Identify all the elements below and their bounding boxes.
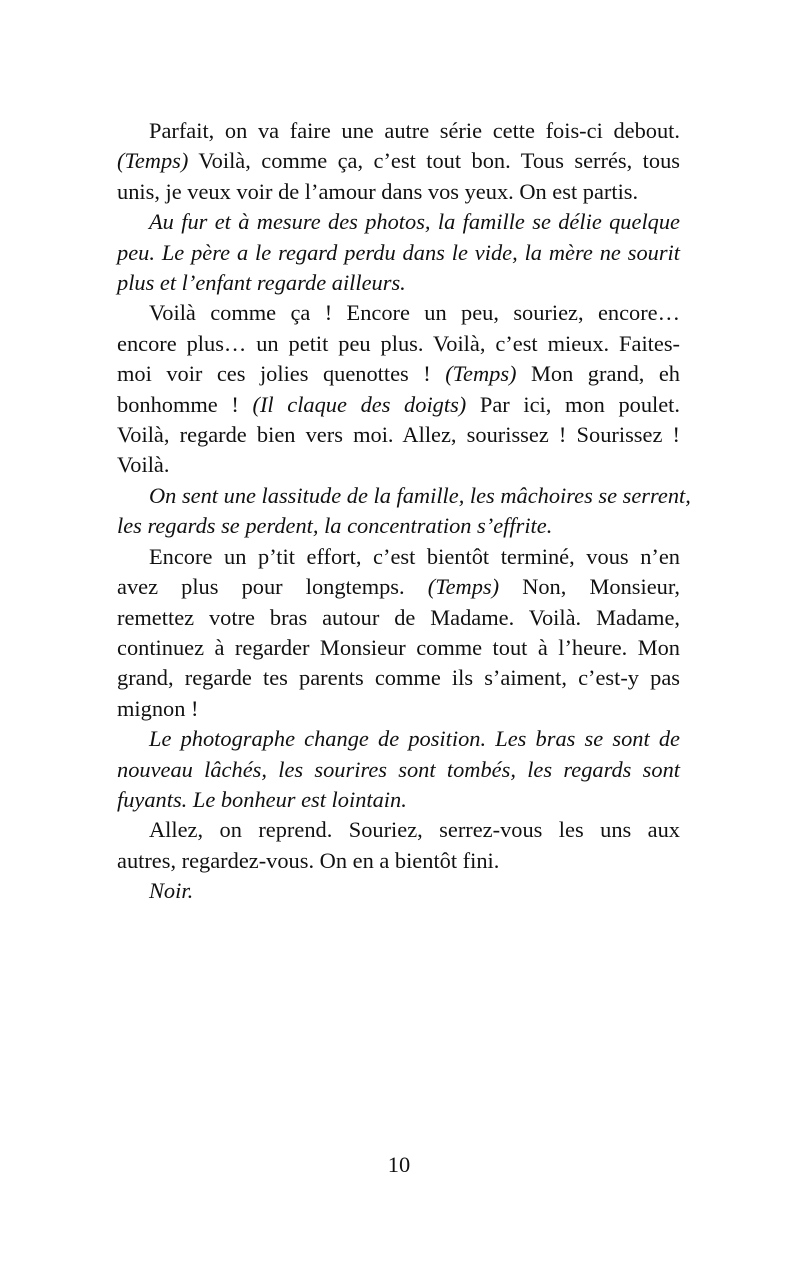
text-line bbox=[117, 207, 680, 237]
italic-text: (Temps) bbox=[117, 148, 189, 174]
text-segment: remettez votre bras autour de Madame. Voilà. Madame, bbox=[117, 604, 680, 630]
text-segment: bonhomme ! bbox=[117, 391, 253, 417]
italic-text: fuyants. Le bonheur est lointain. bbox=[117, 786, 407, 812]
text-segment: Par ici, mon poulet. bbox=[466, 391, 681, 417]
dialogue-paragraph bbox=[117, 298, 680, 480]
dialogue-paragraph bbox=[117, 116, 680, 207]
stage-direction-paragraph bbox=[117, 481, 691, 542]
italic-text: On sent une lassitude de la famille, les mâchoires se serrent, bbox=[149, 482, 691, 508]
text-line bbox=[117, 815, 680, 845]
text-line bbox=[117, 177, 680, 207]
text-segment: unis, je veux voir de l’amour dans vos yeux. On est partis. bbox=[117, 178, 639, 204]
text-line bbox=[117, 238, 680, 268]
text-segment: Voilà, comme ça, c’est tout bon. Tous serrés, tous bbox=[188, 148, 680, 174]
text-line bbox=[117, 663, 680, 693]
text-line bbox=[117, 390, 680, 420]
stage-direction-paragraph bbox=[117, 207, 680, 298]
text-line bbox=[117, 755, 680, 785]
italic-text: nouveau lâchés, les sourires sont tombés, les regards sont bbox=[117, 756, 680, 782]
text-line bbox=[117, 785, 680, 815]
text-segment: Mon grand, eh bbox=[516, 361, 680, 387]
text-line bbox=[117, 603, 680, 633]
text-segment: moi voir ces jolies quenottes ! bbox=[117, 361, 446, 387]
italic-text: Le photographe change de position. Les bras se sont de bbox=[149, 726, 680, 752]
italic-text: (Il claque des doigts) bbox=[252, 391, 467, 417]
text-line bbox=[117, 329, 680, 359]
text-line bbox=[117, 481, 691, 511]
stage-direction-paragraph bbox=[117, 876, 680, 906]
text-line bbox=[117, 694, 680, 724]
text-line bbox=[117, 359, 680, 389]
text-line bbox=[117, 572, 680, 602]
text-segment: avez plus pour longtemps. bbox=[117, 574, 428, 600]
text-line bbox=[117, 846, 680, 876]
text-segment: Non, Monsieur, bbox=[499, 574, 680, 600]
text-segment: mignon ! bbox=[117, 695, 199, 721]
text-line bbox=[117, 116, 680, 146]
italic-text: les regards se perdent, la concentration s’effrite. bbox=[117, 513, 553, 539]
text-segment: continuez à regarder Monsieur comme tout à l’heure. Mon bbox=[117, 634, 680, 660]
italic-text: (Temps) bbox=[445, 361, 517, 387]
text-segment: Parfait, on va faire une autre série cette fois-ci debout. bbox=[149, 118, 680, 143]
stage-direction-paragraph bbox=[117, 724, 680, 815]
text-line bbox=[117, 146, 680, 176]
text-segment: Voilà comme ça ! Encore un peu, souriez, encore… bbox=[149, 300, 680, 326]
italic-text: Noir. bbox=[149, 878, 194, 904]
text-segment: Voilà. bbox=[117, 452, 170, 478]
italic-text: plus et l’enfant regarde ailleurs. bbox=[117, 270, 406, 296]
italic-text: (Temps) bbox=[427, 574, 500, 600]
text-segment: encore plus… un petit peu plus. Voilà, c’est mieux. Faites- bbox=[117, 330, 680, 356]
dialogue-paragraph bbox=[117, 815, 680, 876]
text-line bbox=[117, 298, 680, 328]
page-body-text bbox=[117, 116, 691, 907]
text-line bbox=[117, 876, 680, 906]
text-line bbox=[117, 511, 680, 541]
text-line bbox=[117, 542, 680, 572]
text-segment: Allez, on reprend. Souriez, serrez-vous les uns aux bbox=[149, 817, 680, 843]
text-segment: Voilà, regarde bien vers moi. Allez, sourissez ! Sourissez ! bbox=[117, 422, 680, 448]
text-segment: Encore un p’tit effort, c’est bientôt terminé, vous n’en bbox=[149, 543, 680, 569]
text-line bbox=[117, 268, 680, 298]
text-segment: grand, regarde tes parents comme ils s’aiment, c’est-y pas bbox=[117, 665, 680, 691]
text-line bbox=[117, 450, 680, 480]
text-line bbox=[117, 420, 680, 450]
text-line bbox=[117, 633, 680, 663]
italic-text: peu. Le père a le regard perdu dans le vide, la mère ne sourit bbox=[117, 239, 680, 265]
text-segment: autres, regardez-vous. On en a bientôt fini. bbox=[117, 847, 500, 873]
text-line bbox=[117, 724, 680, 754]
italic-text: Au fur et à mesure des photos, la famille se délie quelque bbox=[149, 209, 680, 235]
dialogue-paragraph bbox=[117, 542, 680, 724]
page-number: 10 bbox=[387, 1152, 411, 1177]
